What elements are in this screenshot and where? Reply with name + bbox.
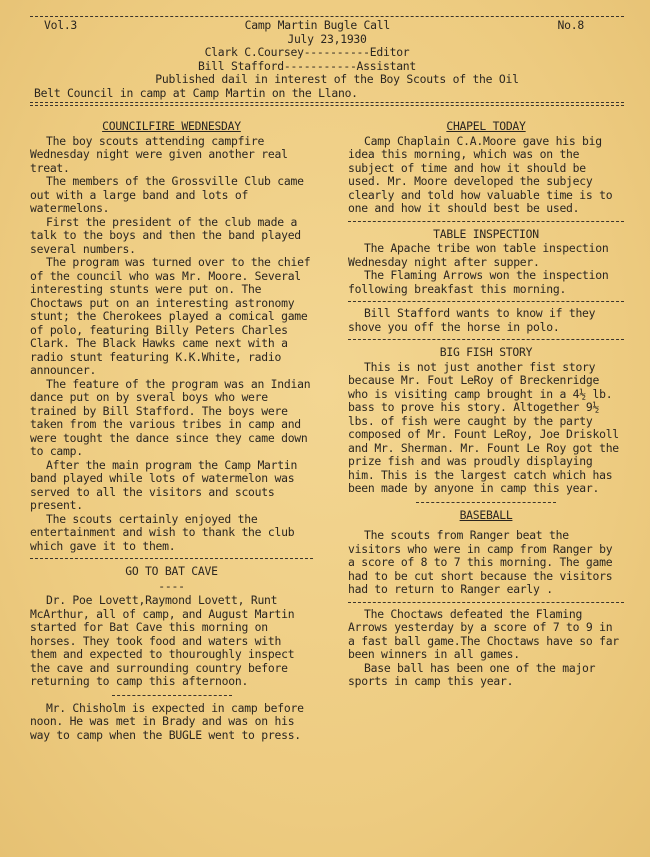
baseball-headline: BASEBALL	[459, 507, 513, 522]
chisholm-paragraph: Mr. Chisholm is expected in camp before noon. He was met in Brady and was on his way to camp when the BUGLE went to press.	[30, 700, 304, 742]
volume-label: Vol.3	[44, 18, 78, 32]
assistant-line: Bill Stafford-----------Assistant	[197, 58, 417, 73]
councilfire-headline: COUNCILFIRE WEDNESDAY	[102, 119, 241, 133]
chapel-headline: CHAPEL TODAY	[446, 119, 526, 133]
bat-cave-headline: GO TO BAT CAVE	[125, 564, 218, 578]
chapel-paragraph: Camp Chaplain C.A.Moore gave his big idea this morning, which was on the subject of time and how it should be used. Mr. Moore developed the subjecy clearly and told how valuable time is to one and how it should best be used.	[348, 133, 613, 215]
published-line-1: Published dail in interest of the Boy Scouts of the Oil	[155, 72, 519, 86]
big-fish-headline: BIG FISH STORY	[439, 345, 533, 359]
bat-cave-headline-rule: ----	[158, 578, 185, 593]
section-divider	[348, 602, 624, 603]
councilfire-paragraph: The feature of the program was an Indian dance put on by sveral boys who were trained by Bill Stafford. The boys were taken from the various tribes in camp and were tought the dance since they came down to camp.	[30, 376, 311, 458]
table-inspection-headline: TABLE INSPECTION	[433, 226, 539, 241]
councilfire-paragraph: First the president of the club made a talk to the boys and then the band played several numbers.	[30, 214, 301, 256]
councilfire-paragraph: The scouts certainly enjoyed the entertainment and wish to thank the club which gave it to them.	[30, 511, 295, 553]
baseball-paragraph: Base ball has been one of the major sports in camp this year.	[348, 660, 596, 688]
section-divider	[348, 221, 624, 222]
section-divider	[416, 502, 556, 503]
published-line-2: Belt Council in camp at Camp Martin on the Llano.	[34, 85, 358, 100]
editor-line: Clark C.Coursey----------Editor	[204, 45, 410, 59]
baseball-paragraph: The scouts from Ranger beat the visitors who were in camp from Ranger by a score of 8 to 7 this morning. The game had to be cut short because the visitors had to return to Ranger early .	[348, 528, 613, 596]
section-divider	[348, 339, 624, 340]
masthead-top-line	[30, 19, 624, 33]
issue-number: No.8	[557, 18, 584, 32]
councilfire-paragraph: After the main program the Camp Martin band played while lots of watermelon was served to all the visitors and scouts present.	[30, 457, 298, 512]
masthead	[30, 17, 624, 100]
councilfire-paragraph: The boy scouts attending campfire Wednesday night were given another real treat.	[30, 133, 288, 175]
section-divider	[348, 301, 624, 302]
paper-name: Camp Martin Bugle Call	[244, 18, 390, 32]
section-divider	[112, 695, 232, 696]
issue-date: July 23,1930	[287, 31, 367, 46]
table-inspection-paragraph: The Flaming Arrows won the inspection following breakfast this morning.	[348, 268, 609, 296]
masthead-double-rule	[30, 102, 624, 106]
councilfire-paragraph: The members of the Grossville Club came out with a large band and lots of watermelons.	[30, 174, 304, 215]
table-inspection-paragraph: The Apache tribe won table inspection Wednesday night after supper.	[348, 241, 609, 269]
right-column	[348, 114, 624, 742]
bat-cave-paragraph: Dr. Poe Lovett,Raymond Lovett, Runt McArthur, all of camp, and August Martin started for Bat Cave this morning on horses. They took food and waters with them and expected to thouroughly inspect the cave and surrounding country before returning to camp this afternoon.	[30, 593, 295, 688]
left-column	[30, 114, 313, 742]
section-divider	[30, 558, 313, 559]
stafford-note: Bill Stafford wants to know if they shove you off the horse in polo.	[348, 306, 596, 334]
baseball-paragraph: The Choctaws defeated the Flaming Arrows yesterday by a score of 7 to 9 in a fast ball game.The Choctaws have so far been winners in all games.	[348, 606, 619, 661]
big-fish-paragraph: This is not just another fist story because Mr. Fout LeRoy of Breckenridge who is visiting camp brought in a 4½ lb. bass to prove his story. Altogether 9½ lbs. of fish were caught by the party composed of Mr. Fount LeRoy, Joe Driskoll and Mr. Sherman. Mr. Fount Le Roy got the prize fish and was proudly displaying him. This is the largest catch which has been made by anyone in camp this year.	[348, 359, 619, 495]
article-columns	[30, 114, 624, 742]
councilfire-paragraph: The program was turned over to the chief of the council who was Mr. Moore. Several interesting stunts were put on. The Choctaws put on an interesting astronomy stunt; the Cherokees played a comical game of polo, featuring Billy Peters Charles Clark. The Black Hawks came next with a radio stunt featuring K.K.White, radio announcer.	[30, 255, 311, 377]
